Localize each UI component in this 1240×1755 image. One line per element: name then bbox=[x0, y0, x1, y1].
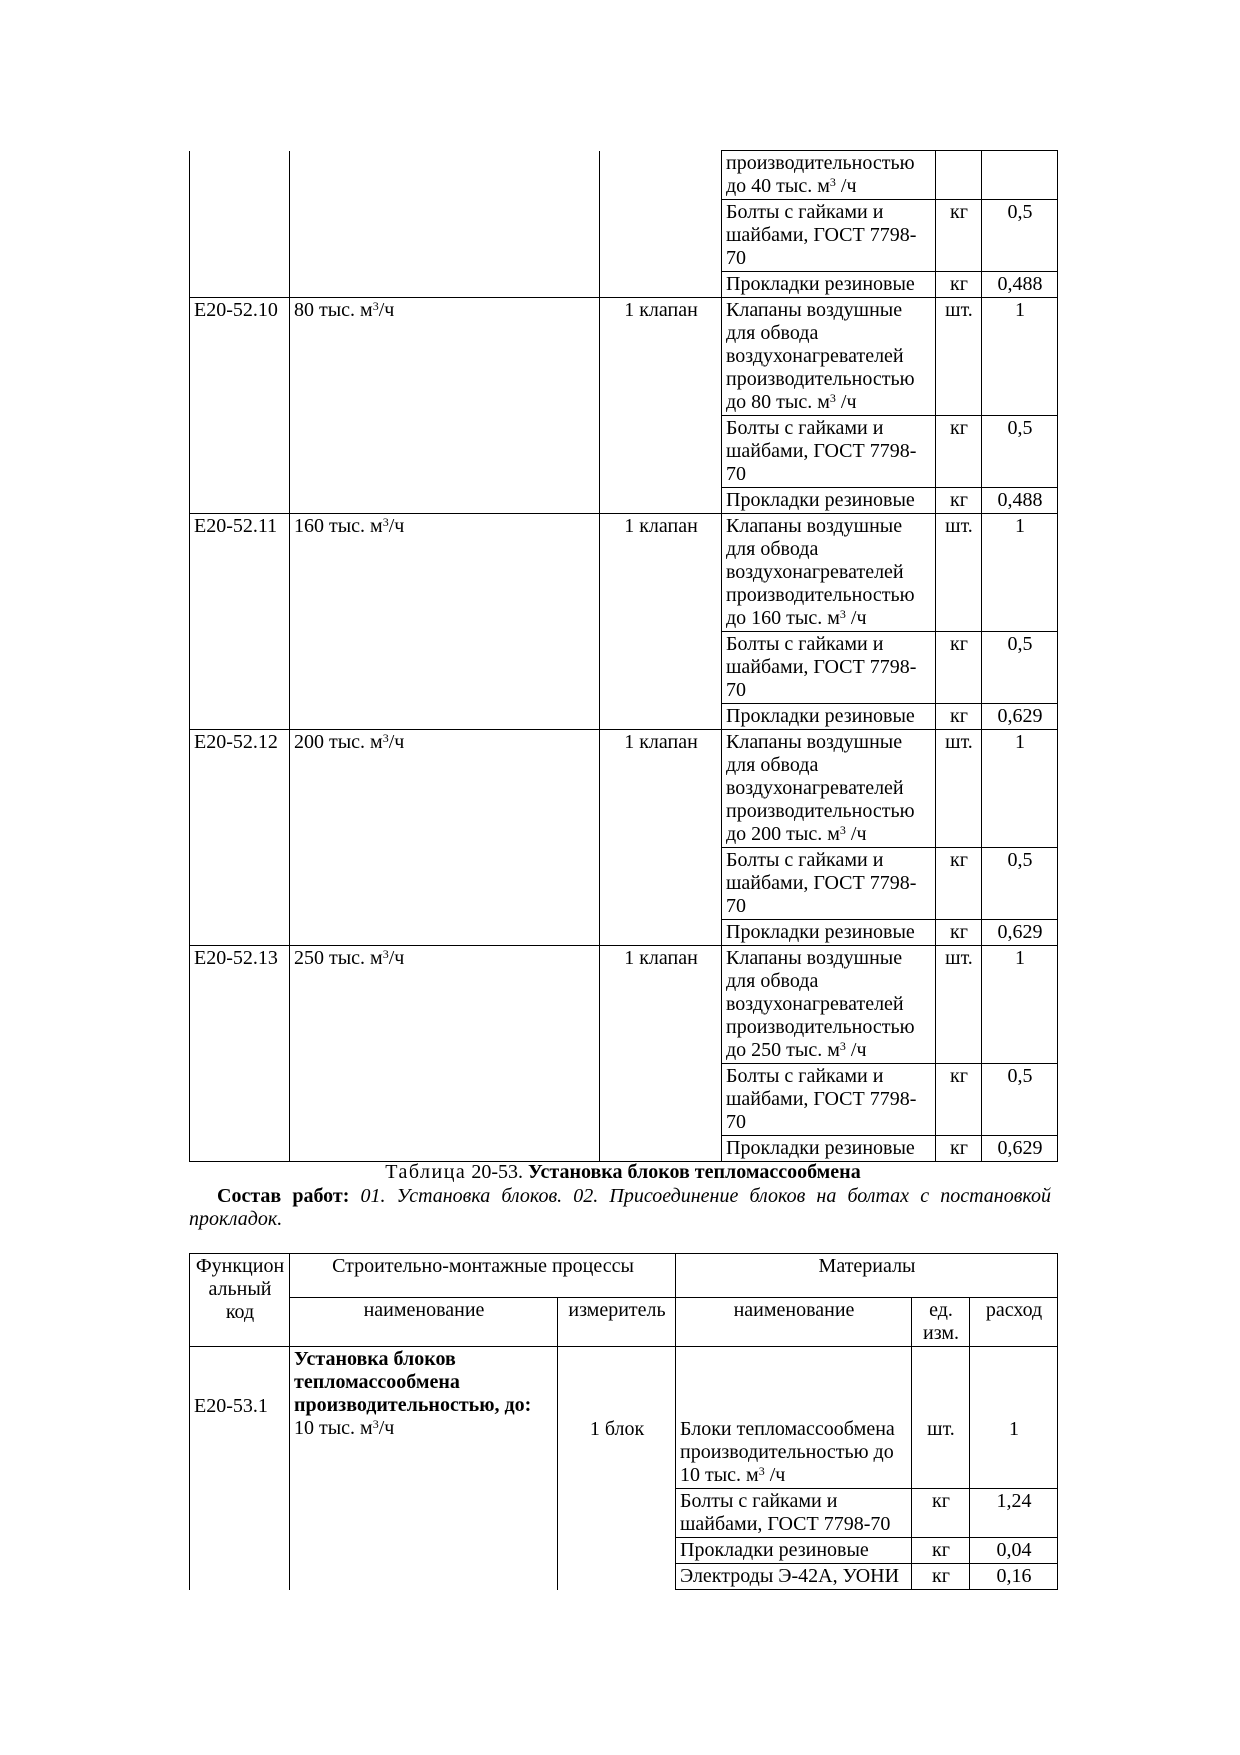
material-name: Болты с гайками и шайбами, ГОСТ 7798-70 bbox=[722, 1064, 936, 1136]
continued-norms-table bbox=[189, 150, 1058, 1162]
norms-table-20-53 bbox=[189, 1253, 1058, 1590]
process-name: 160 тыс. $м^3/ч$ bbox=[290, 514, 600, 632]
table-row bbox=[190, 632, 1058, 704]
process-title: Установка блоков тепломассообмена производительностью, до: bbox=[294, 1348, 532, 1416]
table-row bbox=[190, 704, 1058, 730]
material-amount: 0,16 bbox=[970, 1564, 1058, 1590]
material-name: Клапаны воздушные для обвода воздухонагревателей производительностью до 160 тыс. $м^3$ /ч bbox=[722, 514, 936, 632]
process-name: Установка блоков тепломассообмена производительностью, до: 10 тыс. $м^3/ч$ bbox=[290, 1347, 558, 1489]
process-meter: 1 клапан bbox=[600, 298, 722, 416]
material-amount: 0,629 bbox=[982, 1136, 1058, 1162]
table-row bbox=[190, 272, 1058, 298]
material-name: Болты с гайками и шайбами, ГОСТ 7798-70 bbox=[722, 848, 936, 920]
material-name: Клапаны воздушные для обвода воздухонагревателей производительностью до 200 тыс. $м^3$ /ч bbox=[722, 730, 936, 848]
material-unit: кг bbox=[936, 416, 982, 488]
material-amount: 0,629 bbox=[982, 704, 1058, 730]
table-row bbox=[190, 1064, 1058, 1136]
material-name: Болты с гайками и шайбами, ГОСТ 7798-70 bbox=[676, 1489, 912, 1538]
functional-code: Е20-52.12 bbox=[190, 730, 290, 848]
table-row bbox=[190, 1564, 1058, 1590]
header-row bbox=[190, 1298, 1058, 1347]
header-meter: измеритель bbox=[558, 1298, 676, 1347]
material-name: Клапаны воздушные для обвода воздухонагревателей производительностью до 80 тыс. $м^3$ /ч bbox=[722, 298, 936, 416]
material-unit: кг bbox=[936, 1136, 982, 1162]
process-name: 250 тыс. $м^3/ч$ bbox=[290, 946, 600, 1064]
table-row bbox=[190, 200, 1058, 272]
material-name: Прокладки резиновые bbox=[722, 1136, 936, 1162]
caption-title: Установка блоков тепломассообмена bbox=[527, 1161, 861, 1183]
header-row bbox=[190, 1254, 1058, 1298]
material-name: Прокладки резиновые bbox=[722, 488, 936, 514]
material-amount: 0,488 bbox=[982, 272, 1058, 298]
material-name: Блоки тепломассообмена производительностью до 10 тыс. $м^3$ /ч bbox=[676, 1347, 912, 1489]
header-materials: Материалы bbox=[676, 1254, 1058, 1298]
table-row bbox=[190, 920, 1058, 946]
material-amount: 0,5 bbox=[982, 416, 1058, 488]
material-amount: 0,5 bbox=[982, 200, 1058, 272]
material-amount: 1 bbox=[982, 514, 1058, 632]
material-name: производительностью до 40 тыс. $м^3$ /ч bbox=[722, 151, 936, 200]
material-unit: шт. bbox=[936, 946, 982, 1064]
table-row bbox=[190, 1538, 1058, 1564]
functional-code: Е20-52.10 bbox=[190, 298, 290, 416]
process-meter: 1 блок bbox=[558, 1347, 676, 1489]
table-row bbox=[190, 848, 1058, 920]
material-unit: кг bbox=[936, 200, 982, 272]
process-meter: 1 клапан bbox=[600, 946, 722, 1064]
table-row bbox=[190, 488, 1058, 514]
table-row bbox=[190, 514, 1058, 632]
material-unit: кг bbox=[936, 272, 982, 298]
table-row bbox=[190, 416, 1058, 488]
functional-code: Е20-52.11 bbox=[190, 514, 290, 632]
material-name: Электроды Э-42А, УОНИ bbox=[676, 1564, 912, 1590]
composition-text: 01. Установка блоков. 02. Присоединение блоков на болтах с постановкой прокладок. bbox=[189, 1185, 1051, 1230]
material-unit: шт. bbox=[912, 1347, 970, 1489]
material-amount: 0,488 bbox=[982, 488, 1058, 514]
header-unit: ед. изм. bbox=[912, 1298, 970, 1347]
material-amount: 0,5 bbox=[982, 1064, 1058, 1136]
material-unit: кг bbox=[936, 488, 982, 514]
table-row bbox=[190, 730, 1058, 848]
table-row bbox=[190, 1489, 1058, 1538]
material-name: Болты с гайками и шайбами, ГОСТ 7798-70 bbox=[722, 416, 936, 488]
material-amount bbox=[982, 151, 1058, 200]
material-name: Прокладки резиновые bbox=[722, 272, 936, 298]
functional-code: Е20-53.1 bbox=[190, 1347, 290, 1489]
material-amount: 1 bbox=[982, 730, 1058, 848]
material-unit bbox=[936, 151, 982, 200]
material-amount: 1 bbox=[982, 298, 1058, 416]
material-unit: кг bbox=[912, 1489, 970, 1538]
header-code: Функциональный код bbox=[190, 1254, 290, 1347]
table-row bbox=[190, 1347, 1058, 1489]
material-unit: шт. bbox=[936, 514, 982, 632]
material-unit: шт. bbox=[936, 298, 982, 416]
material-amount: 1 bbox=[982, 946, 1058, 1064]
material-amount: 1 bbox=[970, 1347, 1058, 1489]
header-processes: Строительно-монтажные процессы bbox=[290, 1254, 676, 1298]
material-unit: кг bbox=[912, 1538, 970, 1564]
table-row bbox=[190, 298, 1058, 416]
material-unit: кг bbox=[936, 920, 982, 946]
table-row bbox=[190, 1136, 1058, 1162]
composition-label: Состав работ: bbox=[217, 1185, 350, 1207]
header-name: наименование bbox=[290, 1298, 558, 1347]
material-unit: кг bbox=[912, 1564, 970, 1590]
material-name: Прокладки резиновые bbox=[676, 1538, 912, 1564]
material-amount: 0,5 bbox=[982, 848, 1058, 920]
header-amount: расход bbox=[970, 1298, 1058, 1347]
material-name: Болты с гайками и шайбами, ГОСТ 7798-70 bbox=[722, 200, 936, 272]
work-composition bbox=[189, 1185, 1051, 1231]
header-material-name: наименование bbox=[676, 1298, 912, 1347]
material-unit: кг bbox=[936, 704, 982, 730]
caption-number: 20-53. bbox=[466, 1161, 528, 1183]
material-amount: 0,629 bbox=[982, 920, 1058, 946]
process-name: 200 тыс. $м^3/ч$ bbox=[290, 730, 600, 848]
functional-code: Е20-52.13 bbox=[190, 946, 290, 1064]
table-caption bbox=[189, 1160, 1057, 1184]
caption-label: Таблица bbox=[385, 1161, 467, 1183]
material-name: Прокладки резиновые bbox=[722, 704, 936, 730]
table-row bbox=[190, 946, 1058, 1064]
material-amount: 0,04 bbox=[970, 1538, 1058, 1564]
table-row bbox=[190, 151, 1058, 200]
material-unit: кг bbox=[936, 848, 982, 920]
material-unit: кг bbox=[936, 632, 982, 704]
material-unit: шт. bbox=[936, 730, 982, 848]
material-name: Болты с гайками и шайбами, ГОСТ 7798-70 bbox=[722, 632, 936, 704]
material-unit: кг bbox=[936, 1064, 982, 1136]
material-amount: 0,5 bbox=[982, 632, 1058, 704]
process-meter: 1 клапан bbox=[600, 730, 722, 848]
material-amount: 1,24 bbox=[970, 1489, 1058, 1538]
material-name: Прокладки резиновые bbox=[722, 920, 936, 946]
process-name: 80 тыс. $м^3/ч$ bbox=[290, 298, 600, 416]
material-name: Клапаны воздушные для обвода воздухонагревателей производительностью до 250 тыс. $м^3$ /ч bbox=[722, 946, 936, 1064]
process-meter: 1 клапан bbox=[600, 514, 722, 632]
